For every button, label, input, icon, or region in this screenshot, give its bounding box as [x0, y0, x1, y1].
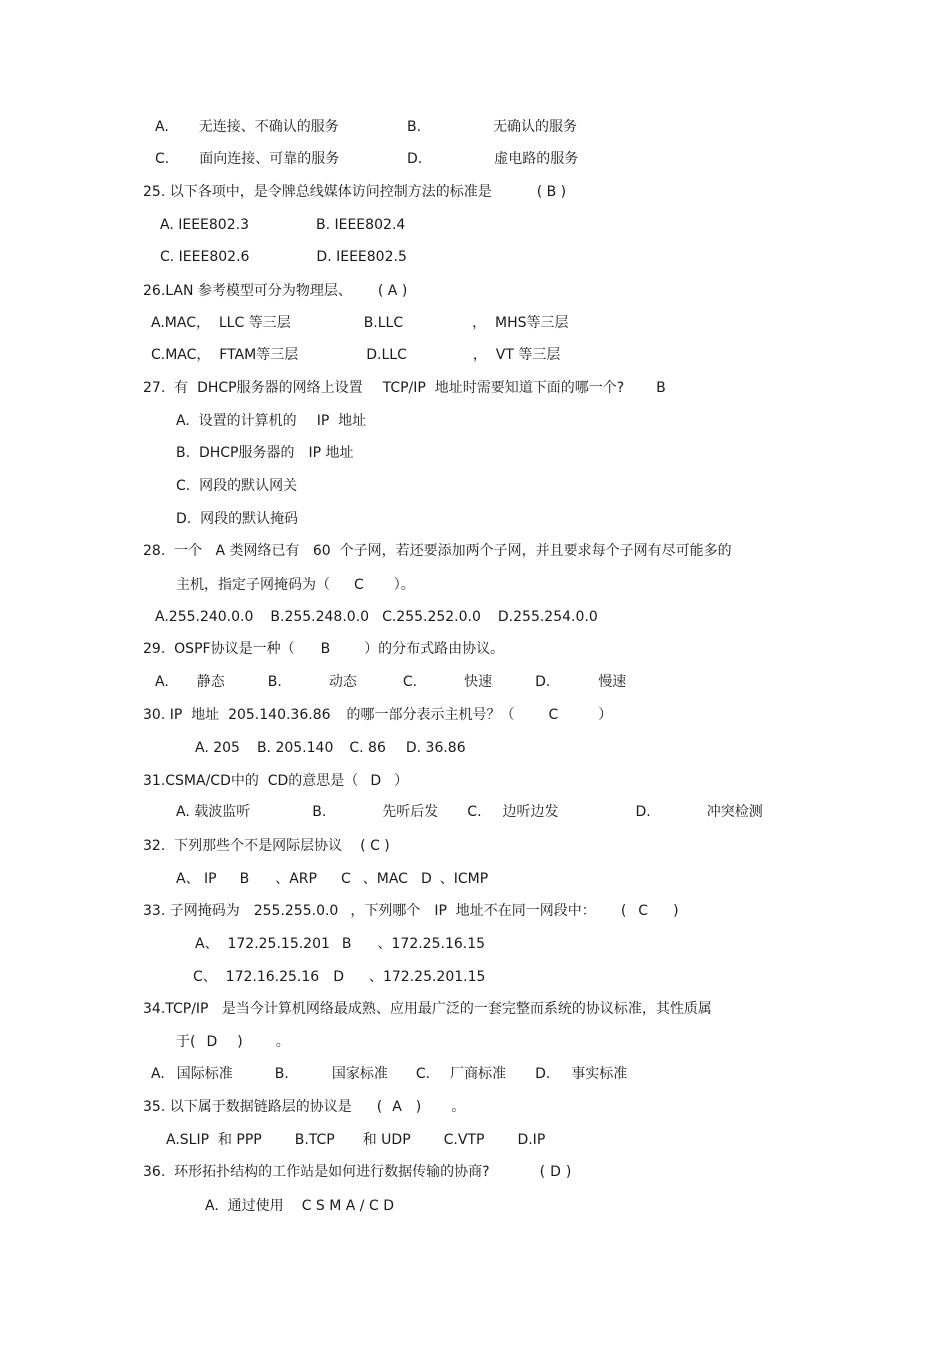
text-segment: A. 设置的计算机的 — [176, 413, 297, 429]
text-segment: 32. 下列那些个不是网际层协议 — [143, 838, 343, 854]
text-segment: C — [340, 871, 351, 887]
text-segment: 快速 — [464, 674, 493, 690]
text-segment: B. 205.140 — [256, 740, 334, 756]
text-segment: A. — [151, 1066, 165, 1082]
text-segment: 于( — [176, 1034, 196, 1050]
text-segment: A.255.240.0.0 — [155, 609, 254, 625]
text-line — [143, 1000, 712, 1018]
text-line — [176, 412, 366, 430]
text-segment: D. IEEE802.5 — [316, 249, 407, 265]
text-segment: 无确认的服务 — [493, 119, 578, 135]
text-segment: 国家标准 — [331, 1066, 388, 1082]
text-segment: C — [354, 577, 364, 593]
text-segment: C.VTP — [443, 1132, 485, 1148]
text-segment: C. — [402, 674, 418, 690]
text-segment: 255.255.0.0 — [253, 903, 339, 919]
text-segment: D.LLC — [366, 347, 407, 363]
text-segment: ， VT 等三层 — [472, 347, 561, 363]
text-segment: ，下列哪个 — [350, 903, 421, 919]
text-segment: 、ARP — [275, 871, 317, 887]
text-segment: D. 网段的默认掩码 — [176, 511, 299, 527]
text-line — [143, 282, 407, 300]
text-segment: D. — [535, 674, 551, 690]
text-line — [193, 968, 485, 986]
text-segment: D — [550, 1164, 561, 1180]
text-segment: ) — [673, 903, 679, 919]
text-segment: A. — [155, 119, 169, 135]
text-segment: 35. 以下属于数据链路层的协议是 — [143, 1099, 352, 1115]
text-line — [176, 1033, 290, 1051]
text-segment: ） — [598, 707, 613, 723]
text-line — [151, 314, 569, 332]
text-segment: C. 86 — [349, 740, 386, 756]
text-segment: 26.LAN 参考模型可分为物理层、 — [143, 283, 352, 299]
text-segment: C. — [415, 1066, 431, 1082]
text-segment: A — [392, 1099, 402, 1115]
text-segment: D — [206, 1034, 218, 1050]
text-line — [205, 1197, 394, 1215]
text-segment: 边听边发 — [502, 804, 559, 820]
text-line — [155, 608, 598, 626]
text-segment: D.255.254.0.0 — [497, 609, 598, 625]
text-segment: B — [239, 871, 250, 887]
text-segment: A.SLIP 和 PPP — [166, 1132, 262, 1148]
text-segment: B — [341, 936, 352, 952]
text-segment: ( B ) — [536, 184, 567, 200]
text-line — [143, 902, 679, 920]
text-segment: D. — [635, 804, 651, 820]
text-segment: 、172.25.16.15 — [377, 936, 486, 952]
text-segment: C S M A / C D — [301, 1198, 394, 1214]
text-line — [143, 1098, 465, 1116]
text-segment: 主机，指定子网掩码为（ — [176, 577, 330, 593]
text-segment: B — [656, 380, 666, 396]
text-segment: ）。 — [393, 577, 415, 593]
text-segment: 冲突检测 — [706, 804, 763, 820]
text-line — [176, 870, 488, 888]
text-segment: B. DHCP服务器的 — [176, 445, 295, 461]
text-segment: 30. IP 地址 205.140.36.86 — [143, 707, 331, 723]
text-segment: C — [638, 903, 649, 919]
text-segment: 25. 以下各项中，是令牌总线媒体访问控制方法的标准是 — [143, 184, 492, 200]
text-segment: 的哪一部分表示主机号？（ — [346, 707, 515, 723]
text-segment: A. — [155, 674, 169, 690]
text-line — [160, 216, 405, 234]
text-line — [176, 576, 415, 594]
text-segment: C、 172.16.25.16 — [193, 969, 320, 985]
text-segment: D — [333, 969, 344, 985]
text-line — [166, 1131, 545, 1149]
text-segment: TCP/IP 地址时需要知道下面的哪一个? — [382, 380, 625, 396]
text-segment: B. — [274, 1066, 289, 1082]
text-line — [143, 1163, 571, 1181]
text-segment: IP 地址 — [316, 413, 367, 429]
text-segment: B.TCP — [294, 1132, 335, 1148]
text-segment: 、172.25.201.15 — [368, 969, 486, 985]
text-line — [143, 772, 408, 790]
text-segment: ）的分布式路由协议。 — [364, 641, 505, 657]
text-line — [143, 640, 504, 658]
text-line — [143, 183, 566, 201]
text-segment: ) — [565, 1164, 572, 1180]
text-line — [155, 150, 339, 168]
text-line — [407, 150, 578, 168]
text-segment: ) — [415, 1099, 422, 1115]
text-segment: B.255.248.0.0 — [270, 609, 370, 625]
text-segment: A.MAC， LLC 等三层 — [151, 315, 291, 331]
text-segment: B. — [312, 804, 327, 820]
text-segment: 27. 有 DHCP服务器的网络上设置 — [143, 380, 363, 396]
text-segment: ( — [539, 1164, 546, 1180]
text-segment: B. — [267, 674, 282, 690]
text-line — [143, 542, 732, 560]
text-segment: C — [548, 707, 559, 723]
text-line — [176, 444, 354, 462]
text-segment: A. 载波监听 — [176, 804, 251, 820]
text-line — [195, 739, 466, 757]
text-segment: 厂商标准 — [450, 1066, 507, 1082]
text-segment: A、 172.25.15.201 — [195, 936, 330, 952]
text-segment: D. 36.86 — [405, 740, 466, 756]
text-segment: ) — [237, 1034, 243, 1050]
text-segment: 面向连接、可靠的服务 — [199, 151, 340, 167]
text-segment: C.MAC， FTAM等三层 — [151, 347, 299, 363]
text-line — [143, 706, 612, 724]
text-segment: B. IEEE802.4 — [315, 217, 406, 233]
text-segment: 34.TCP/IP 是当今计算机网络最成熟、应用最广泛的一套完整而系统的协议标准，其性质属 — [143, 1001, 712, 1017]
text-segment: A、 IP — [176, 871, 217, 887]
text-line — [176, 477, 297, 495]
text-segment: 29. OSPF协议是一种（ — [143, 641, 295, 657]
text-segment: 先听后发 — [382, 804, 439, 820]
text-segment: 31.CSMA/CD中的 CD的意思是（ — [143, 773, 359, 789]
text-segment: IP 地址不在同一网段中： — [434, 903, 596, 919]
text-segment: D — [420, 871, 432, 887]
text-segment: IP 地址 — [308, 445, 354, 461]
text-segment: ( C ) — [360, 838, 390, 854]
text-segment: 和 UDP — [362, 1132, 411, 1148]
text-line — [151, 346, 560, 364]
text-line — [151, 1065, 627, 1083]
text-line — [160, 248, 407, 266]
text-segment: A. IEEE802.3 — [160, 217, 249, 233]
text-segment: 动态 — [328, 674, 357, 690]
text-segment: 28. 一个 A 类网络已有 60 个子网，若还要添加两个子网，并且要求每个子网有尽可能多的 — [143, 543, 732, 559]
text-segment: 慢速 — [598, 674, 627, 690]
text-segment: B.LLC — [363, 315, 404, 331]
text-segment: A. 205 — [195, 740, 240, 756]
text-segment: D — [370, 773, 382, 789]
text-segment: C. 网段的默认网关 — [176, 478, 298, 494]
text-segment: 、MAC — [362, 871, 408, 887]
text-segment: ( — [376, 1099, 383, 1115]
text-line — [143, 379, 666, 397]
text-segment: ， MHS等三层 — [472, 315, 569, 331]
text-line — [176, 803, 763, 821]
text-segment: D.IP — [517, 1132, 546, 1148]
text-segment: C. IEEE802.6 — [160, 249, 250, 265]
text-segment: ( A ) — [377, 283, 408, 299]
text-line — [143, 837, 390, 855]
text-segment: 36. 环形拓扑结构的工作站是如何进行数据传输的协商? — [143, 1164, 490, 1180]
text-segment: B. — [407, 119, 422, 135]
text-line — [155, 118, 339, 136]
text-line — [176, 510, 298, 528]
text-segment: 无连接、不确认的服务 — [198, 119, 339, 135]
text-segment: D. — [407, 151, 423, 167]
text-segment: 国际标准 — [176, 1066, 233, 1082]
text-segment: 。 — [275, 1034, 290, 1050]
text-line — [155, 673, 626, 691]
text-segment: ( — [620, 903, 627, 919]
text-segment: 。 — [451, 1099, 466, 1115]
text-segment: 事实标准 — [571, 1066, 628, 1082]
text-segment: C. — [155, 151, 170, 167]
text-segment: ） — [394, 773, 409, 789]
text-line — [407, 118, 577, 136]
text-segment: C. — [467, 804, 482, 820]
text-segment: 、ICMP — [439, 871, 489, 887]
text-segment: C.255.252.0.0 — [382, 609, 481, 625]
text-segment: A. 通过使用 — [205, 1198, 284, 1214]
text-segment: 静态 — [196, 674, 225, 690]
text-segment: 虚电路的服务 — [494, 151, 579, 167]
text-segment: B — [320, 641, 331, 657]
text-line — [195, 935, 485, 953]
text-segment: D. — [535, 1066, 551, 1082]
text-segment: 33. 子网掩码为 — [143, 903, 240, 919]
